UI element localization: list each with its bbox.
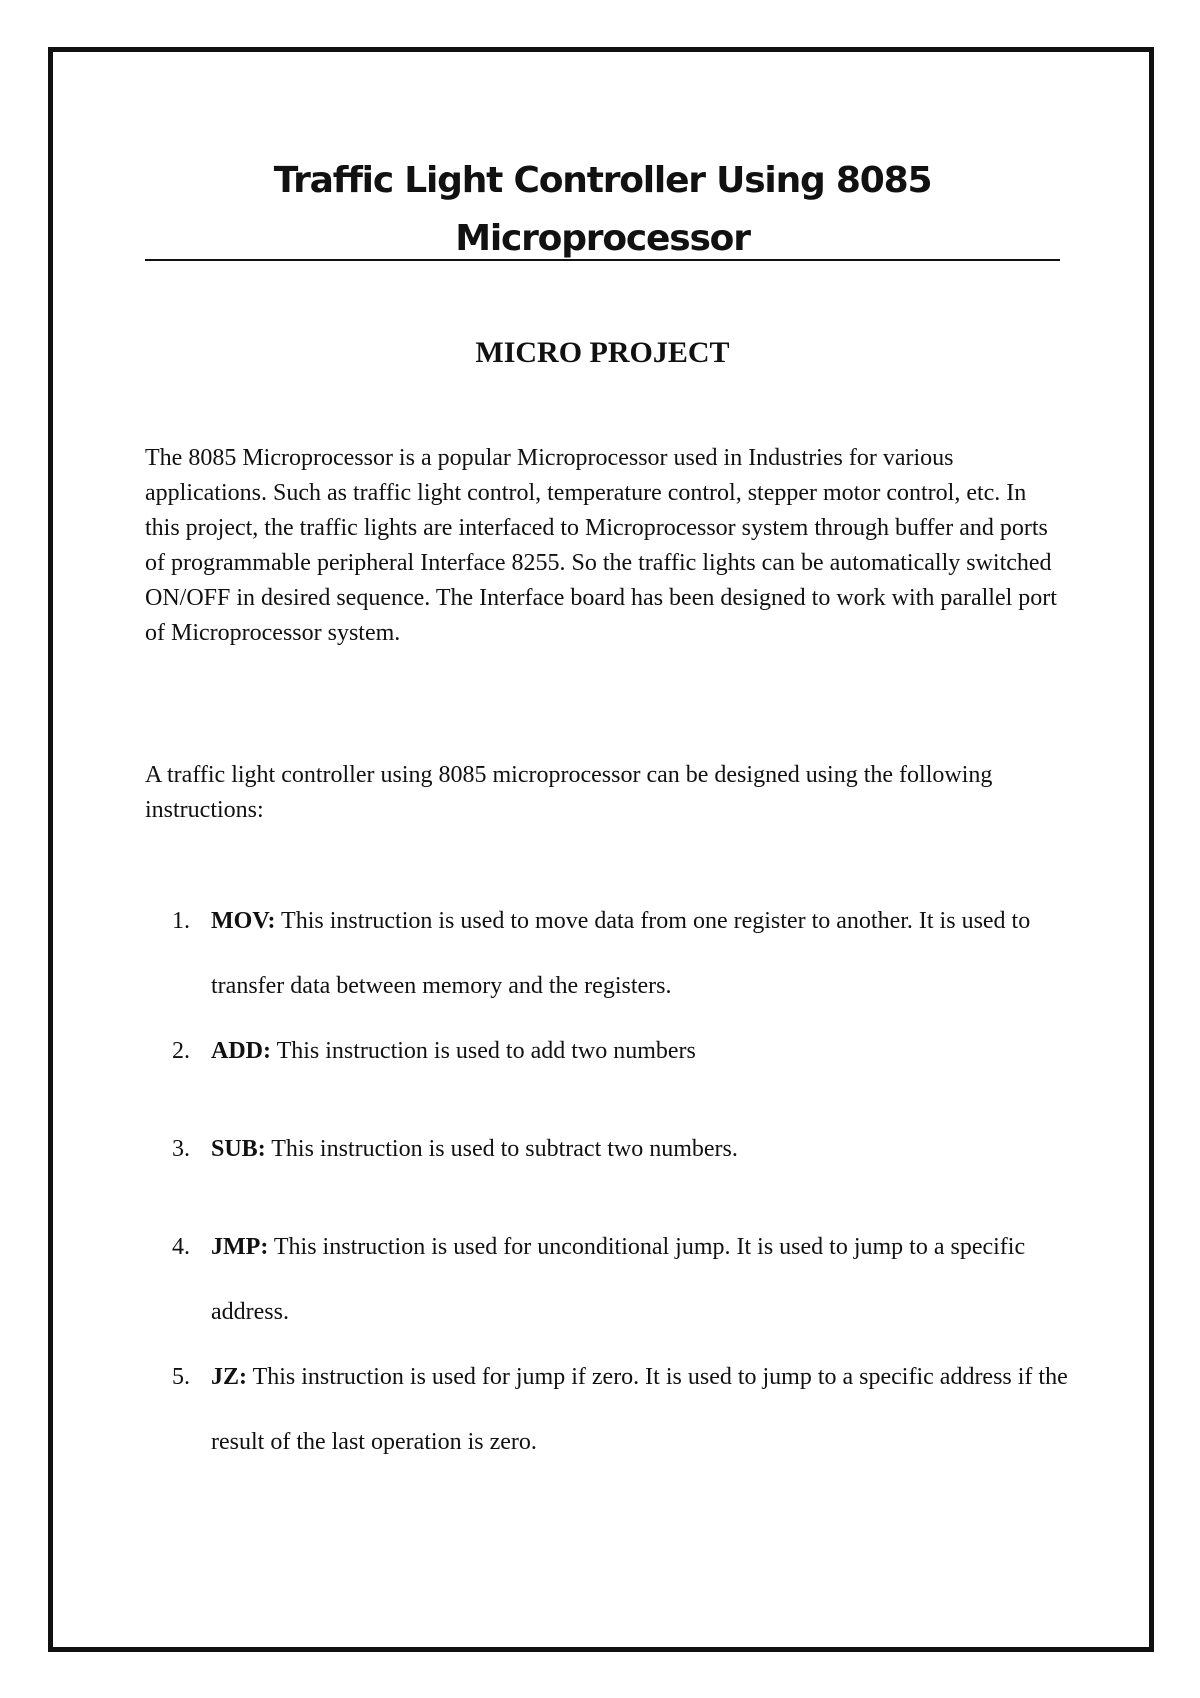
intro-paragraph: The 8085 Microprocessor is a popular Microprocessor used in Industries for various applications. Such as traffic light control, temperature control, stepper motor control, etc. In this project, the traffic lights are interfaced to Microprocessor system through buffer and ports of programmable peripheral Interface 8255. So the traffic lights can be automatically switched ON/OFF in desired sequence. The Interface board has been designed to work with parallel port of Microprocessor system.: [145, 445, 1057, 646]
instruction-description: This instruction is used for jump if zero. It is used to jump to a specific address if the result of the last operation is zero.: [211, 1364, 1068, 1455]
instruction-number: 5.: [172, 1364, 190, 1390]
lead-paragraph: A traffic light controller using 8085 microprocessor can be designed using the following instructions:: [145, 762, 993, 823]
title-line-2: Microprocessor: [455, 218, 750, 259]
instruction-term: ADD:: [211, 1038, 271, 1064]
instruction-item-sub: [145, 1117, 1075, 1182]
instruction-term: MOV:: [211, 908, 276, 934]
instruction-item-jz: [145, 1345, 1075, 1475]
instruction-term: JMP:: [211, 1234, 269, 1260]
instruction-term: SUB:: [211, 1136, 266, 1162]
title-line-1: Traffic Light Controller Using 8085: [273, 160, 932, 201]
instruction-description: This instruction is used to move data from one register to another. It is used to transfer data between memory and the registers.: [211, 908, 1031, 999]
instruction-number: 1.: [172, 908, 190, 934]
instruction-item-mov: [145, 889, 1075, 1019]
instruction-item-jmp: [145, 1215, 1075, 1345]
instruction-list: [145, 889, 1075, 1475]
instruction-number: 4.: [172, 1234, 190, 1260]
instruction-description: This instruction is used to add two numbers: [276, 1038, 696, 1064]
instruction-description: This instruction is used to subtract two numbers.: [271, 1136, 738, 1162]
instruction-item-add: [145, 1019, 1075, 1084]
title-underline: [145, 259, 1060, 261]
document-subtitle: MICRO PROJECT: [475, 336, 730, 369]
instruction-term: JZ:: [211, 1364, 247, 1390]
instruction-number: 3.: [172, 1136, 190, 1162]
instruction-description: This instruction is used for unconditional jump. It is used to jump to a specific address.: [211, 1234, 1026, 1325]
document-title: [145, 152, 1060, 268]
instruction-number: 2.: [172, 1038, 190, 1064]
